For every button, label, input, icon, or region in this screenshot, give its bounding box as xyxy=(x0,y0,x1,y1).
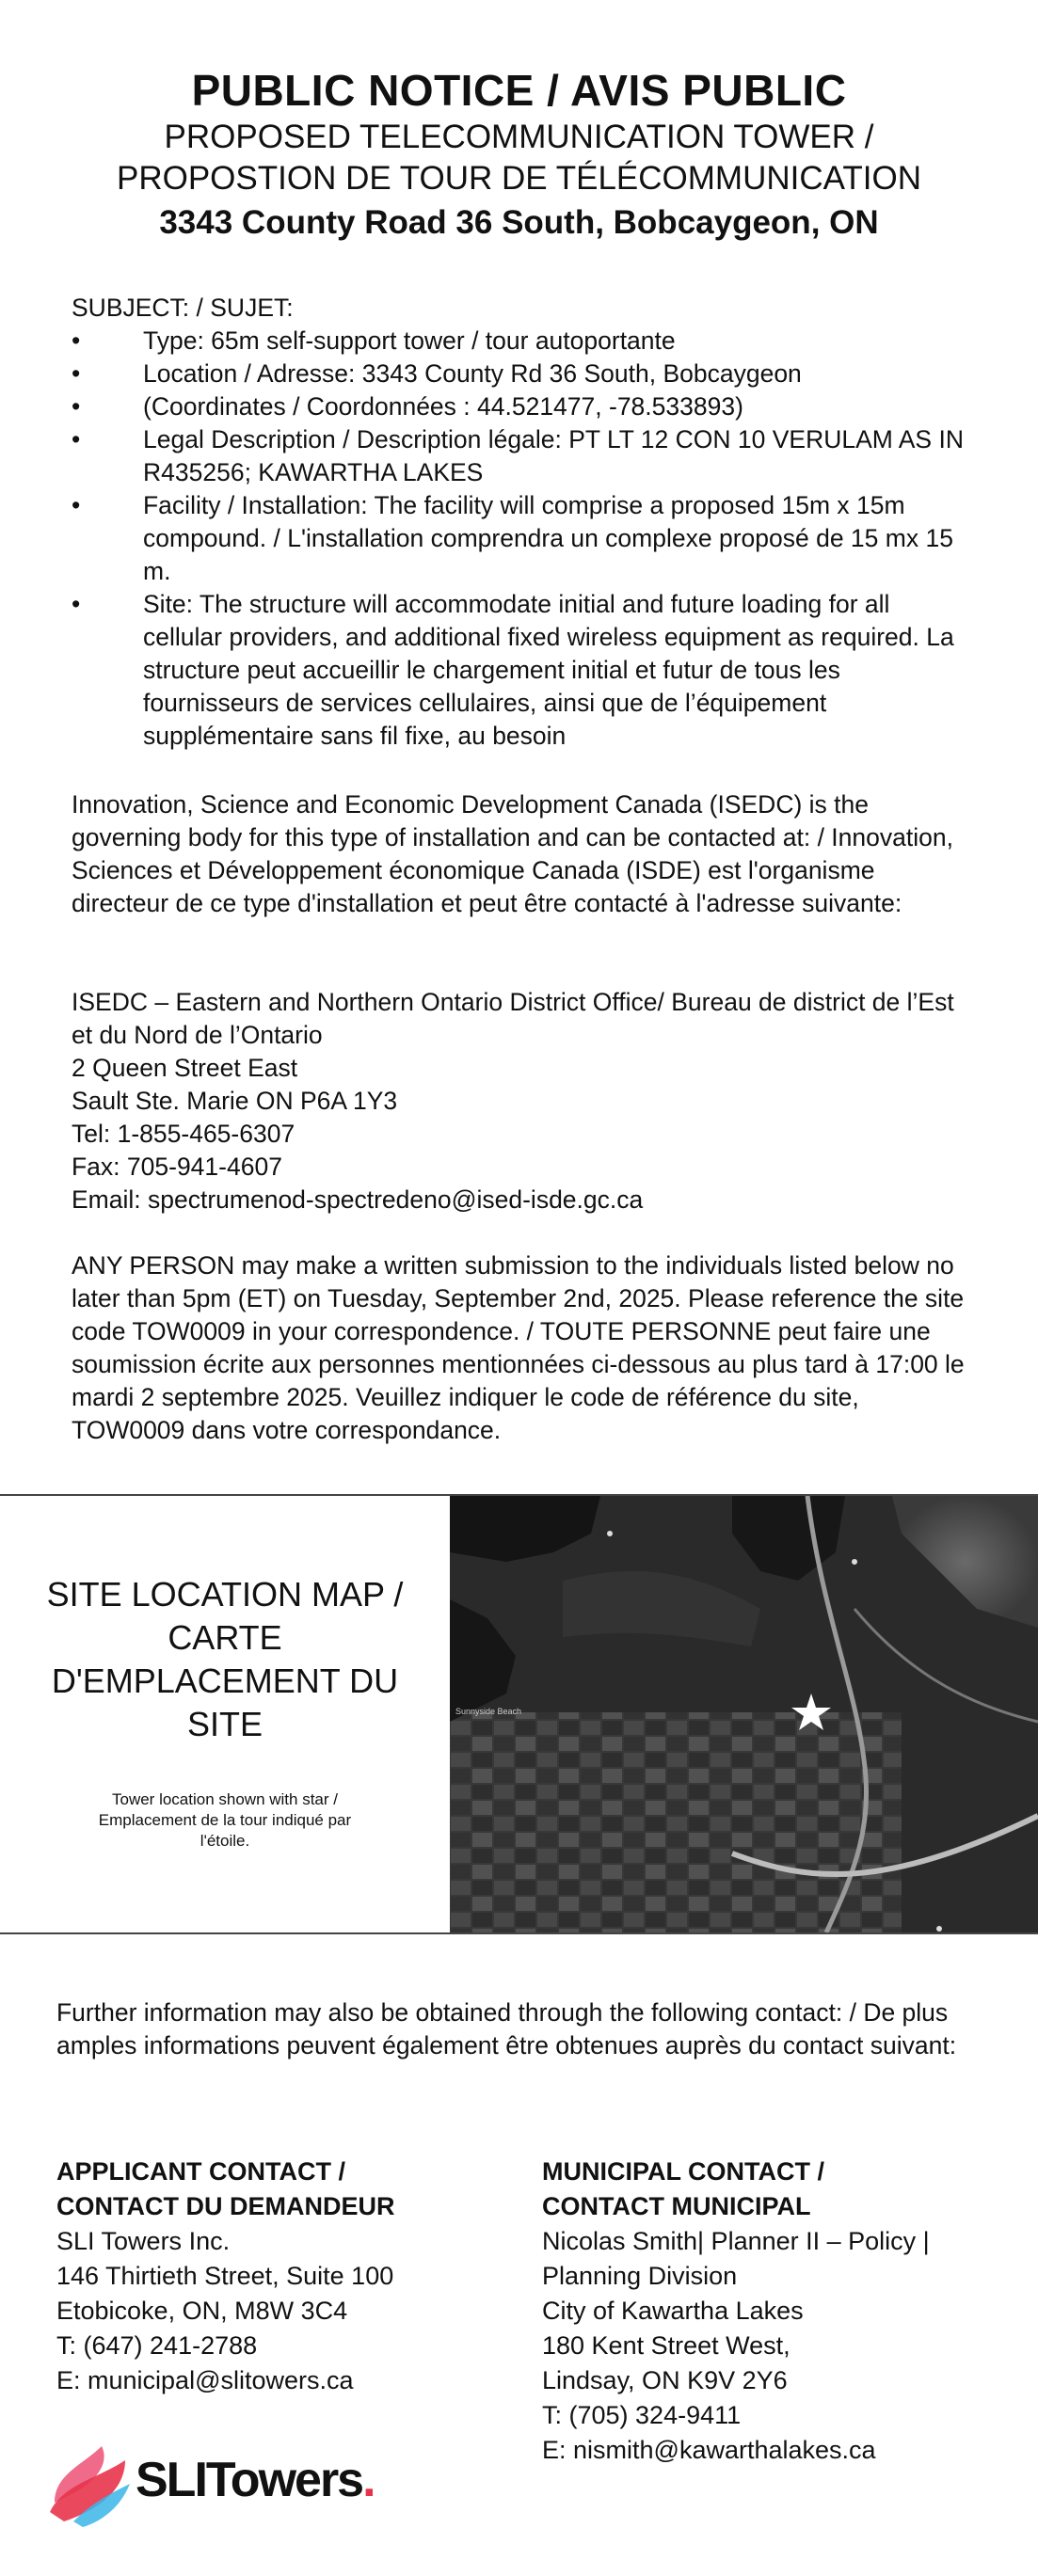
aerial-map-svg xyxy=(450,1496,1038,1932)
municipal-contact xyxy=(542,2155,1013,2468)
isedc-office-email[interactable]: Email: spectrumenod-spectredeno@ised-isde.gc.ca xyxy=(72,1185,644,1214)
municipal-street: 180 Kent Street West, xyxy=(542,2331,790,2360)
applicant-contact xyxy=(56,2155,499,2398)
subject-item-coordinates: • (Coordinates / Coordonnées : 44.521477, -78.533893) xyxy=(72,390,975,423)
further-info-paragraph: Further information may also be obtained through the following contact: / De plus amples informations peuvent également être obtenues auprès du contact suivant: xyxy=(56,1998,957,2059)
isedc-office-tel: Tel: 1-855-465-6307 xyxy=(72,1120,295,1148)
logo-wordmark xyxy=(136,2452,375,2508)
isedc-paragraph: Innovation, Science and Economic Development Canada (ISEDC) is the governing body for this type of installation and can be contacted at: / Innovation, Sciences et Développement économique Canada (ISDE) est l'organisme directeur de ce type d'installation et peut être contacté à l'adresse suivante: xyxy=(72,790,953,917)
site-location-map-section xyxy=(0,1494,1038,1934)
notice-subtitle-fr: PROPOSTION DE TOUR DE TÉLÉCOMMUNICATION xyxy=(116,160,921,197)
municipal-city-name: City of Kawartha Lakes xyxy=(542,2297,804,2325)
aerial-map-image xyxy=(450,1496,1038,1932)
map-title: SITE LOCATION MAP / CARTE D'EMPLACEMENT DU SITE xyxy=(46,1575,404,1743)
map-place-label: Sunnyside Beach xyxy=(455,1707,522,1716)
isedc-office-fax: Fax: 705-941-4607 xyxy=(72,1153,282,1181)
isedc-office-block xyxy=(72,986,975,1216)
municipal-postal: Lindsay, ON K9V 2Y6 xyxy=(542,2366,788,2394)
municipal-phone: T: (705) 324-9411 xyxy=(542,2401,742,2429)
applicant-city: Etobicoke, ON, M8W 3C4 xyxy=(56,2297,348,2325)
municipal-email[interactable]: E: nismith@kawarthalakes.ca xyxy=(542,2436,876,2464)
notice-title: PUBLIC NOTICE / AVIS PUBLIC xyxy=(191,66,847,115)
subject-item-type: • Type: 65m self-support tower / tour autoportante xyxy=(72,325,975,358)
logo-dot: . xyxy=(362,2453,375,2507)
notice-subtitle-en: PROPOSED TELECOMMUNICATION TOWER / xyxy=(164,119,874,155)
subject-section xyxy=(72,292,975,753)
submission-paragraph: ANY PERSON may make a written submission to the individuals listed below no later than 5pm (ET) on Tuesday, September 2nd, 2025. Please reference the site code TOW0009 in your correspondence. / TOUTE PERSONNE peut faire une soumission écrite aux personnes mentionnées ci-dessous au plus tard à 17:00 le mardi 2 septembre 2025. Veuillez indiquer le code de référence du site, TOW0009 dans votre correspondance. xyxy=(72,1251,965,1444)
applicant-heading-line2: CONTACT DU DEMANDEUR xyxy=(56,2192,395,2220)
map-caption: Tower location shown with star / Emplacement de la tour indiqué par l'étoile. xyxy=(98,1790,352,1850)
subject-list xyxy=(72,325,975,753)
map-label-panel xyxy=(0,1496,450,1932)
applicant-street: 146 Thirtieth Street, Suite 100 xyxy=(56,2262,394,2290)
isedc-office-name: ISEDC – Eastern and Northern Ontario District Office/ Bureau de district de l’Est et du Nord de l’Ontario xyxy=(72,988,954,1049)
logo-text-sli: SLI xyxy=(136,2453,206,2507)
subject-item-location: • Location / Adresse: 3343 County Rd 36 South, Bobcaygeon xyxy=(72,358,975,390)
sli-towers-logo xyxy=(45,2427,384,2531)
municipal-heading-line2: CONTACT MUNICIPAL xyxy=(542,2192,811,2220)
isedc-office-city: Sault Ste. Marie ON P6A 1Y3 xyxy=(72,1087,398,1115)
subject-item-legal: • Legal Description / Description légale: PT LT 12 CON 10 VERULAM AS IN R435256; KAWARTHA LAKES xyxy=(72,423,975,489)
logo-text-towers: Towers xyxy=(205,2453,363,2507)
isedc-office-street: 2 Queen Street East xyxy=(72,1054,298,1082)
applicant-company: SLI Towers Inc. xyxy=(56,2227,231,2255)
subject-heading: SUBJECT: / SUJET: xyxy=(72,294,294,322)
sli-towers-mark-icon xyxy=(45,2427,139,2531)
municipal-person: Nicolas Smith| Planner II – Policy | Planning Division xyxy=(542,2227,930,2290)
subject-item-facility: • Facility / Installation: The facility will comprise a proposed 15m x 15m compound. / L'installation comprendra un complexe proposé de 15 mx 15 m. xyxy=(72,489,975,588)
notice-header xyxy=(0,0,1038,245)
municipal-heading-line1: MUNICIPAL CONTACT / xyxy=(542,2157,824,2186)
applicant-email[interactable]: E: municipal@slitowers.ca xyxy=(56,2366,354,2394)
subject-item-site: • Site: The structure will accommodate initial and future loading for all cellular providers, and additional fixed wireless equipment as required. La structure peut accueillir le chargement initial et futur de tous les fournisseurs de services cellulaires, ainsi que de l’équipement supplémentaire sans fil fixe, au besoin xyxy=(72,588,975,753)
site-address: 3343 County Road 36 South, Bobcaygeon, ON xyxy=(159,204,879,241)
applicant-phone: T: (647) 241-2788 xyxy=(56,2331,258,2360)
applicant-heading-line1: APPLICANT CONTACT / xyxy=(56,2157,345,2186)
